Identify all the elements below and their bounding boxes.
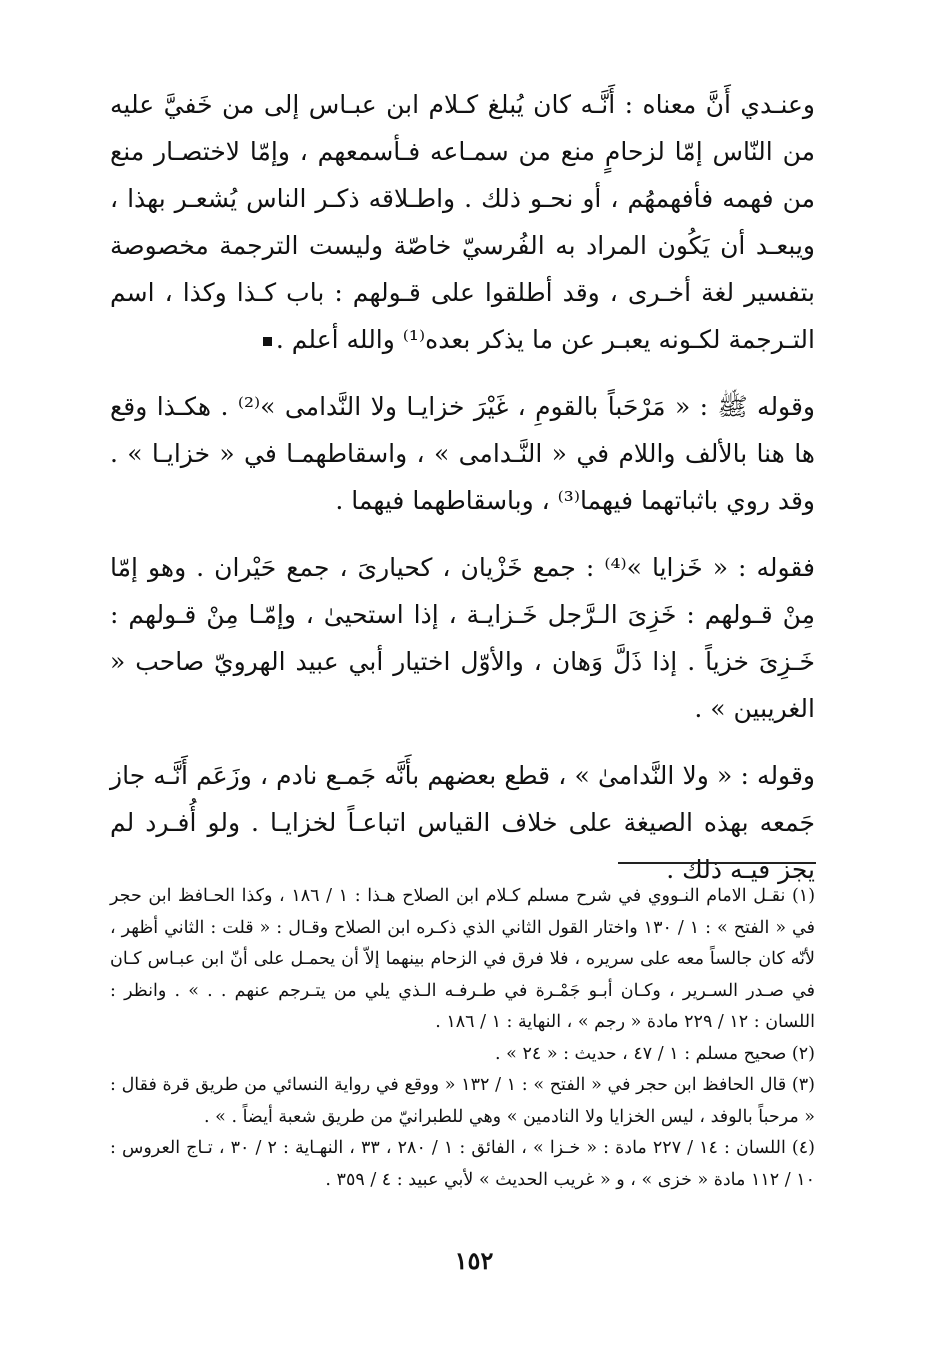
paragraph-1-text: وعنـدي أَنَّ معناه : أَنَّـه كان يُبلغ كـلام ابن عبـاس إلى من خَفيَّ عليه من النّاس إمّا لزحامٍ منع من سمـاعه فـأسمعهم ، وإمّا لاختصـار منع من فهمه فأفهمهُم ، أو نحـو ذلك . واطـلاقه ذكـر الناس يُشعـر بهذا ، ويبعـد أن يَكُون المراد به الفُرسيّ خاصّة وليست الترجمة مخصوصة بتفسير لغة أخـرى ، وقد أطلقوا على قـولهم : باب كـذا وكذا ، اسم التـرجمة لكـونه يعبـر عن ما يذكر بعده⁽¹⁾ والله أعلم .	[110, 90, 815, 354]
square-bullet-icon	[263, 337, 272, 346]
paragraph-3: فقوله : « خَزايا »⁽⁴⁾ : جمع خَزْيان ، كحيارىَ ، جمع حَيْران . وهو إمّا مِنْ قـولهم : خَزِىَ الـرَّجل خَـزايـة ، إذا استحيىٰ ، وإمّـا مِنْ قـولهم : خَـزِىَ خزياً . إذا ذَلَّ وَهان ، والأوّل اختيار أبي عبيد الهرويّ صاحب « الغريبين » .	[110, 553, 816, 723]
page-number: ١٥٢	[454, 1246, 494, 1275]
footnote-4: (٤) اللسان : ١٤ / ٢٢٧ مادة : « خـزا » ، الفائق : ١ / ٢٨٠ ، ٣٣ ، النهـاية : ٢ / ٣٠ ، تـاج العروس : ١٠ / ١١٢ مادة « خزى » ، و « غريب الحديث » لأبي عبيد : ٤ / ٣٥٩ .	[110, 1138, 815, 1190]
footnote-divider	[618, 862, 816, 864]
paragraph-2: وقوله ﷺ : « مَرْحَباً بالقومِ ، غَيْرَ خزايـا ولا النَّدامى »⁽²⁾ . هكـذا وقع ها هنا بالألف واللام في « النَّـدامى » ، واسقاطهمـا في « خزايـا » . وقد روي باثباتهما فيهما⁽³⁾ ، وباسقاطهما فيهما .	[110, 392, 815, 515]
footnotes	[110, 881, 815, 1196]
footnote-3: (٣) قال الحافظ ابن حجر في « الفتح » : ١ / ١٣٢ « ووقع في رواية النسائي من طريق قرة فقال : « مرحباً بالوفد ، ليس الخزايا ولا النادمين » وهي للطبرانيّ من طريق شعبة أيضاً . » .	[110, 1075, 815, 1127]
main-text	[110, 81, 815, 893]
footnote-2: (٢) صحيح مسلم : ١ / ٤٧ ، حديث : « ٢٤ » .	[495, 1043, 815, 1064]
paragraph-1	[110, 81, 815, 363]
paragraph-4: وقوله : « ولا النَّدامىٰ » ، قطع بعضهم بأَنَّه جَمـع نادم ، وزَعَم أَنَّـه جاز جَمعه بهذه الصيغة على خلاف القياس اتباعـاً لخزايـا . ولو أُفـرد لم يجز فيـه ذلك .	[110, 761, 815, 884]
footnote-1: (١) نقـل الامام النـووي في شرح مسلم كـلام ابن الصلاح هـذا : ١ / ١٨٦ ، وكذا الحـافظ ابن حجر في « الفتح » : ١ / ١٣٠ واختار القول الثاني الذي ذكـره ابن الصلاح وقـال : « قلت : الثاني أظهر ، لأنّه كان جالساً معه على سريره ، فلا فرق في الزحام بينهما إلاّ أن يحمـل على أنّ ابن عبـاس كـان في صـدر السـرير ، وكـان أبـو جَمْـرة في طـرفـه الـذي يلي من يتـرجم عنهم . . » . وانظر : اللسان : ١٢ / ٢٢٩ مادة « رجم » ، النهاية : ١ / ١٨٦ .	[110, 886, 816, 1032]
